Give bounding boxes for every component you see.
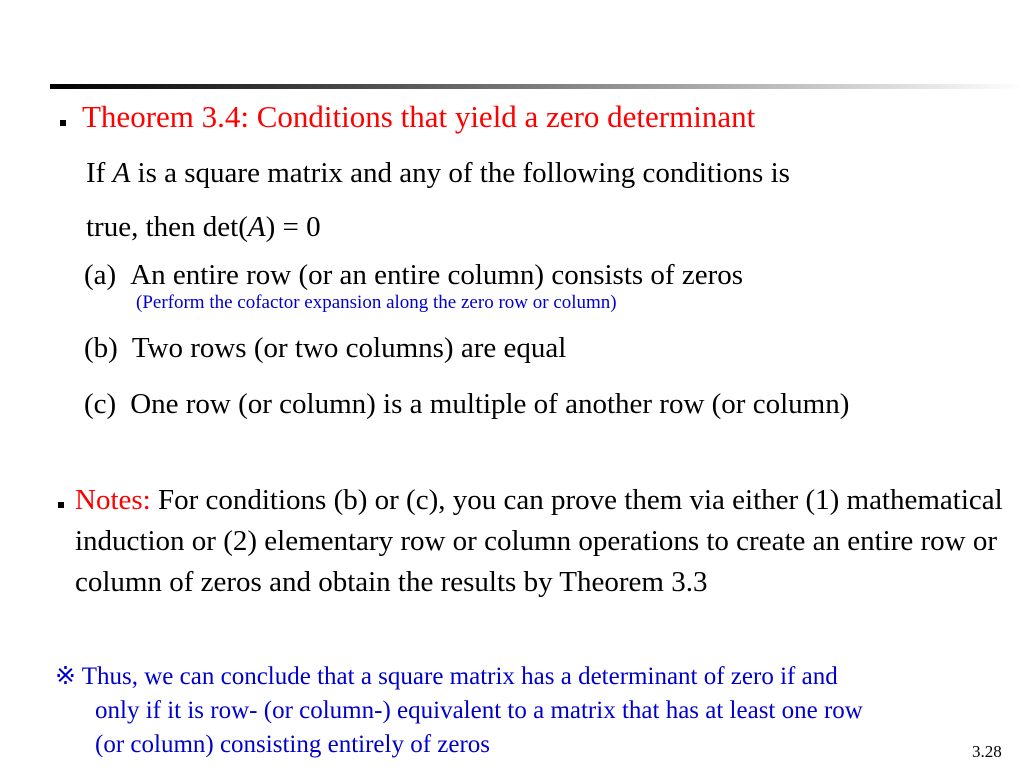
condition-label: (c) xyxy=(84,388,117,420)
bullet-icon xyxy=(58,502,64,508)
title-divider-rule xyxy=(50,84,1024,89)
statement-text: is a square matrix and any of the following conditions is xyxy=(130,157,790,189)
theorem-title: Theorem 3.4: Conditions that yield a zero determinant xyxy=(82,99,756,134)
condition-text: Two rows (or two columns) are equal xyxy=(131,332,567,364)
statement-text: ) = 0 xyxy=(265,211,321,243)
condition-c xyxy=(84,384,849,425)
conclusion-paragraph xyxy=(55,660,990,762)
condition-a-note: (Perform the cofactor expansion along the zero row or column) xyxy=(136,292,617,313)
conclusion-line: (or column) consisting entirely of zeros xyxy=(95,731,491,758)
matrix-variable: A xyxy=(247,211,266,243)
notes-text: For conditions (b) or (c), you can prove them via either (1) mathematical induction or (2) elementary row or column operations to create an entire row or column of zeros and obtain the results by Theorem 3.3 xyxy=(75,484,1003,598)
conclusion-line: only if it is row- (or column-) equivalent to a matrix that has at least one row xyxy=(95,697,863,724)
theorem-statement-line2 xyxy=(86,207,321,248)
page-number: 3.28 xyxy=(972,742,1002,761)
conclusion-line: ※ Thus, we can conclude that a square matrix has a determinant of zero if and xyxy=(55,663,838,690)
reference-mark-icon: ※ xyxy=(55,663,76,690)
condition-a xyxy=(84,255,743,296)
bullet-icon xyxy=(60,120,66,126)
matrix-variable: A xyxy=(112,157,131,189)
statement-text: If xyxy=(86,157,113,189)
condition-label: (b) xyxy=(84,332,118,364)
condition-label: (a) xyxy=(84,259,117,291)
condition-text: One row (or column) is a multiple of another row (or column) xyxy=(130,388,850,420)
notes-paragraph xyxy=(75,480,1005,603)
theorem-statement-line1 xyxy=(86,153,790,194)
condition-text: An entire row (or an entire column) consists of zeros xyxy=(130,259,744,291)
notes-label: Notes: xyxy=(75,484,151,516)
condition-b xyxy=(84,328,566,369)
statement-text: true, then det( xyxy=(86,211,248,243)
